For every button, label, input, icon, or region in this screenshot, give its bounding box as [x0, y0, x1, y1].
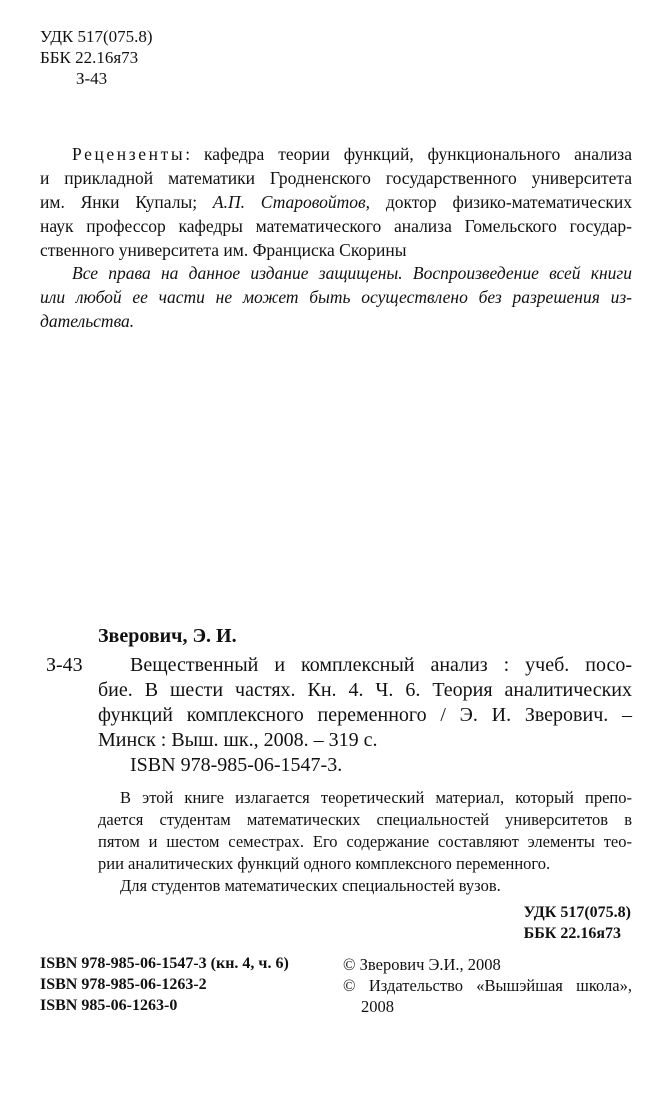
isbn-item: ISBN 978-985-06-1263-2	[40, 976, 207, 993]
catalog-line-4: Минск : Выш. шк., 2008. – 319 с.	[98, 729, 378, 751]
copyright-author: © Зверович Э.И., 2008	[343, 955, 501, 974]
rights-line-2: или любой ее части не может быть осуществлено без разрешения из-	[40, 287, 632, 307]
reviewer-name: А.П. Старовойтов	[212, 192, 366, 212]
rights-line-3: дательства.	[40, 311, 135, 331]
reviewers-line-1: Рецензенты: кафедра теории функций, функционального анализа	[72, 144, 632, 164]
catalog-line-3: функций комплексного переменного / Э. И. Зверович. –	[98, 704, 632, 726]
footer-udk-code: УДК 517(075.8)	[523, 904, 631, 921]
classification-codes	[40, 26, 153, 89]
catalog-code: З-43	[46, 654, 83, 676]
catalog-isbn: ISBN 978-985-06-1547-3.	[130, 754, 343, 776]
footer-classification-codes	[524, 902, 631, 944]
reviewers-line-2: и прикладной математики Гродненского государственного университета	[40, 168, 632, 188]
author-code: З-43	[76, 69, 108, 88]
annotation-line-3: пятом и шестом семестрах. Его содержание составляют элементы тео-	[98, 832, 632, 851]
annotation-line-2: дается студентам математических специальностей университетов в	[98, 810, 632, 829]
annotation-audience: Для студентов математических специальностей вузов.	[120, 876, 501, 895]
annotation-line-1: В этой книге излагается теоретический материал, который препо-	[120, 788, 632, 807]
reviewers-line-4: наук профессор кафедры математического анализа Гомельского государ-	[40, 216, 632, 236]
isbn-item: ISBN 978-985-06-1547-3 (кн. 4, ч. 6)	[40, 955, 289, 972]
bbk-code: ББК 22.16я73	[40, 48, 139, 67]
isbn-item: ISBN 985-06-1263-0	[40, 997, 178, 1014]
reviewers-label: Рецензенты	[72, 144, 186, 164]
reviewers-line-3: им. Янки Купалы; А.П. Старовойтов, доктор физико-математических	[40, 192, 633, 212]
isbn-list	[40, 953, 289, 1016]
footer-bbk-code: ББК 22.16я73	[523, 925, 622, 942]
udk-code: УДК 517(075.8)	[40, 27, 153, 46]
catalog-author: Зверович, Э. И.	[98, 625, 237, 647]
catalog-line-1: Вещественный и комплексный анализ : учеб. посо-	[130, 654, 632, 676]
rights-line-1: Все права на данное издание защищены. Воспроизведение всей книги	[72, 263, 632, 283]
copyright-publisher: © Издательство «Вышэйшая школа»,	[343, 976, 632, 995]
reviewers-line-5: ственного университета им. Франциска Скорины	[40, 240, 407, 260]
copyright-year: 2008	[361, 997, 394, 1016]
annotation-line-4: рии аналитических функций одного комплексного переменного.	[98, 854, 551, 873]
catalog-line-2: бие. В шести частях. Кн. 4. Ч. 6. Теория аналитических	[98, 679, 632, 701]
